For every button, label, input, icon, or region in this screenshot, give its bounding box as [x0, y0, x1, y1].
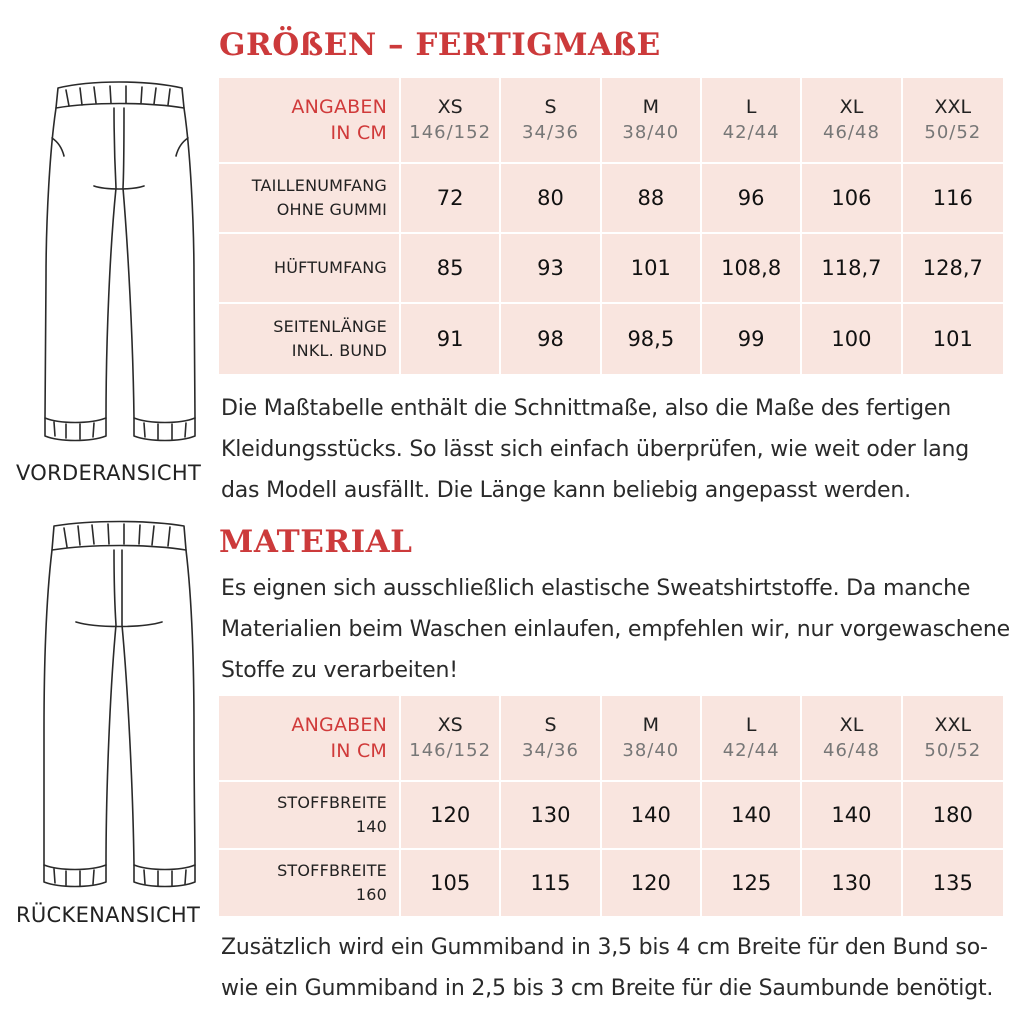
- table-cell: 116: [903, 164, 1003, 234]
- table-cell: 120: [401, 782, 501, 850]
- size-name: XXL: [934, 96, 972, 118]
- size-numbers: 146/152: [409, 122, 492, 143]
- table-cell: 98,5: [602, 304, 702, 374]
- row-label-line: OHNE GUMMI: [276, 200, 387, 219]
- row-label-line: SEITENLÄNGE: [273, 317, 387, 336]
- header-label-line: IN CM: [330, 122, 387, 144]
- size-name: XL: [839, 96, 864, 118]
- pants-back-view-drawing: [36, 520, 196, 892]
- header-label-line: ANGABEN: [291, 96, 387, 118]
- size-name: XS: [437, 96, 463, 118]
- row-label-line: STOFFBREITE: [277, 861, 387, 880]
- table-cell: 140: [802, 782, 902, 850]
- size-header-m: [602, 696, 702, 782]
- size-header-xxl: [903, 78, 1003, 164]
- table-cell: 93: [501, 234, 601, 304]
- size-numbers: 50/52: [924, 122, 982, 143]
- size-name: L: [745, 714, 757, 736]
- fabric-width-table: [219, 696, 1003, 916]
- table-row-fabric-160: [219, 850, 1003, 916]
- row-label: [219, 164, 401, 234]
- table-cell: 135: [932, 871, 973, 895]
- table-cell: 106: [802, 164, 902, 234]
- header-label-cell: [219, 78, 401, 164]
- size-header-xxl: [903, 696, 1003, 782]
- size-header-l: [702, 696, 802, 782]
- row-label-line: TAILLENUMFANG: [251, 176, 387, 195]
- table-cell: 108,8: [702, 234, 802, 304]
- row-label-line: HÜFTUMFANG: [274, 258, 387, 277]
- table-cell: 72: [401, 164, 501, 234]
- size-header-xl: [802, 78, 902, 164]
- size-name: S: [544, 714, 557, 736]
- table-row-hip: [219, 234, 1003, 304]
- table-row-waist: [219, 164, 1003, 234]
- size-numbers: 34/36: [522, 122, 579, 143]
- size-name: M: [642, 714, 660, 736]
- table-cell: 80: [501, 164, 601, 234]
- finished-measurements-table: [219, 78, 1003, 374]
- material-description: Es eignen sich ausschließlich elastische Sweatshirtstoffe. Da manche Materialien beim Waschen einlaufen, empfehlen wir, nur vorgewaschene Stoffe zu verarbeiten!: [221, 576, 1010, 683]
- table-cell: 96: [702, 164, 802, 234]
- size-numbers: 38/40: [622, 122, 680, 143]
- header-label-line: ANGABEN: [291, 714, 387, 736]
- size-header-s: [501, 78, 601, 164]
- table-cell: 101: [602, 234, 702, 304]
- sizes-heading: GRÖßEN – FERTIGMAßE: [219, 27, 661, 63]
- table-cell: 98: [501, 304, 601, 374]
- header-label-line: IN CM: [330, 740, 387, 762]
- pants-front-view-drawing: [36, 78, 196, 450]
- table-cell: 101: [932, 327, 973, 351]
- measurements-description: Die Maßtabelle enthält die Schnittmaße, also die Maße des fertigen Kleidungsstücks. So lässt sich einfach überprüfen, wie weit oder lang das Modell ausfällt. Die Länge kann beliebig angepasst werden.: [221, 396, 970, 503]
- table-cell: 100: [802, 304, 902, 374]
- table-cell: 105: [401, 850, 501, 916]
- size-header-m: [602, 78, 702, 164]
- table-cell: 88: [602, 164, 702, 234]
- elastic-band-note: Zusätzlich wird ein Gummiband in 3,5 bis 4 cm Breite für den Bund sowie ein Gummiband in 2,5 bis 3 cm Breite für die Saumbunde benötigt.: [221, 935, 994, 1001]
- table-header-row: [219, 696, 1003, 782]
- size-numbers: 42/44: [722, 740, 780, 761]
- table-cell: 180: [903, 782, 1003, 850]
- size-numbers: 42/44: [722, 122, 780, 143]
- header-label-cell: [219, 696, 401, 782]
- size-name: S: [544, 96, 557, 118]
- row-label-line: 160: [355, 885, 387, 904]
- material-heading: MATERIAL: [219, 524, 413, 560]
- table-cell: 120: [602, 850, 702, 916]
- size-header-s: [501, 696, 601, 782]
- size-name: XL: [839, 714, 864, 736]
- table-cell: 99: [702, 304, 802, 374]
- table-cell: 91: [401, 304, 501, 374]
- back-view-caption: RÜCKENANSICHT: [16, 903, 201, 927]
- table-cell: 128,7: [903, 234, 1003, 304]
- size-header-l: [702, 78, 802, 164]
- table-cell: 125: [702, 850, 802, 916]
- table-cell: 140: [602, 782, 702, 850]
- size-header-xs: [401, 78, 501, 164]
- table-cell: 118,7: [802, 234, 902, 304]
- table-row-side-length: [219, 304, 1003, 374]
- table-cell: 130: [802, 850, 902, 916]
- row-label: [219, 304, 401, 374]
- row-label-line: 140: [355, 817, 387, 836]
- front-view-caption: VORDERANSICHT: [16, 461, 202, 485]
- size-numbers: 146/152: [409, 740, 492, 761]
- table-row-fabric-140: [219, 782, 1003, 850]
- row-label: [219, 234, 401, 304]
- table-cell: 85: [401, 234, 501, 304]
- table-cell: 140: [702, 782, 802, 850]
- size-name: XXL: [934, 714, 972, 736]
- size-header-xl: [802, 696, 902, 782]
- size-numbers: 50/52: [924, 740, 982, 761]
- row-label: [219, 782, 401, 850]
- size-name: L: [745, 96, 757, 118]
- row-label-line: STOFFBREITE: [277, 793, 387, 812]
- size-numbers: 38/40: [622, 740, 680, 761]
- size-header-xs: [401, 696, 501, 782]
- size-name: M: [642, 96, 660, 118]
- row-label: [219, 850, 401, 916]
- row-label-line: INKL. BUND: [291, 341, 387, 360]
- table-cell: 115: [501, 850, 601, 916]
- table-cell: 130: [501, 782, 601, 850]
- size-numbers: 46/48: [823, 740, 880, 761]
- size-name: XS: [437, 714, 463, 736]
- size-numbers: 34/36: [522, 740, 579, 761]
- table-header-row: [219, 78, 1003, 164]
- size-numbers: 46/48: [823, 122, 880, 143]
